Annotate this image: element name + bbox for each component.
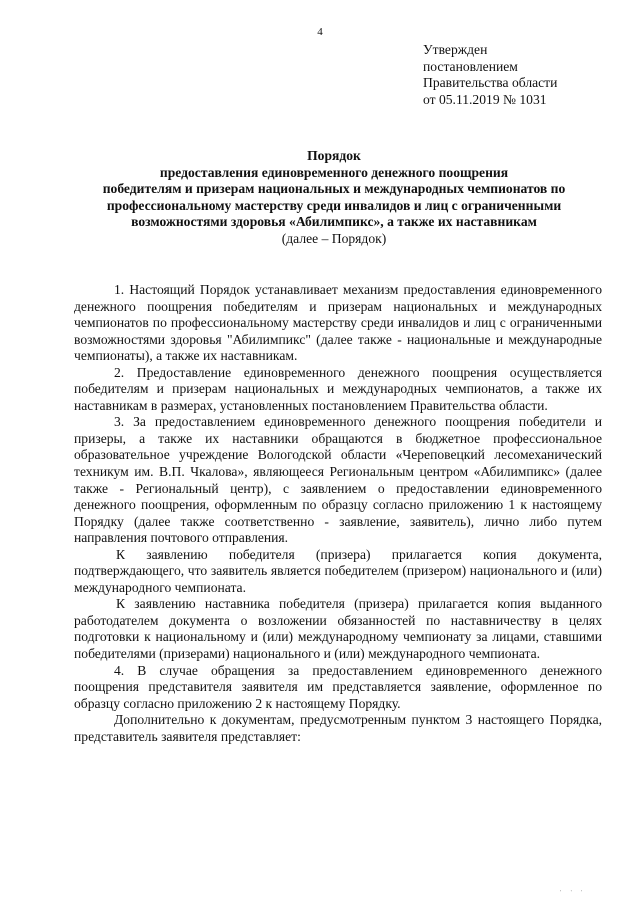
paragraph-3: 3. За предоставлением единовременного денежного поощрения победители и призеры, а также их наставники обращаются в бюджетное профессиональное образовательное учреждение Вологодской области «Череповецкий лесомеханический техникум им. В.П. Чкалова», являющееся Региональным центром «Абилимпикс» (далее также - Региональный центр), с заявлением о предоставлении единовременного денежного поощрения, оформленным по образцу согласно приложению 1 к настоящему Порядку (далее также соответственно - заявление, заявитель), лично либо путем направления почтового отправления. (74, 414, 602, 546)
title-line: возможностями здоровья «Абилимпикс», а также их наставникам (131, 214, 537, 229)
title-line: профессиональному мастерству среди инвалидов и лиц с ограниченными (106, 197, 562, 213)
approval-line: Правительства области (423, 75, 558, 90)
paragraph-4-additional: Дополнительно к документам, предусмотренным пунктом 3 настоящего Порядка, представитель заявителя представляет: (74, 712, 602, 744)
paragraph-3-mentor-docs: К заявлению наставника победителя (призера) прилагается копия выданного работодателем документа о возложении обязанностей по наставничеству в целях подготовки к национальному и (или) международному чемпионату за лицами, ставшими победителями (призерами) национального и (или) международного чемпионата. (74, 596, 602, 662)
paragraph-2: 2. Предоставление единовременного денежного поощрения осуществляется победителям и призерам национальных и международных чемпионатов, а также их наставникам в размерах, установленных постановлением Правительства области. (74, 364, 602, 413)
page-number: 4 (317, 26, 323, 38)
title-short-name: (далее – Порядок) (281, 230, 387, 246)
approval-line: от 05.11.2019 № 1031 (423, 91, 547, 107)
paragraph-3-winner-docs: К заявлению победителя (призера) прилагается копия документа, подтверждающего, что заявитель является победителем (призером) национального и (или) международного чемпионата. (74, 546, 602, 595)
paragraph-1: 1. Настоящий Порядок устанавливает механизм предоставления единовременного денежного поощрения победителям и призерам национальных и международных чемпионатов по профессиональному мастерству среди инвалидов и лиц с ограниченными возможностями здоровья "Абилимпикс" (далее также - национальные и международные чемпионаты), а также их наставникам. (74, 282, 602, 364)
title-line: предоставления единовременного денежного поощрения (159, 164, 509, 180)
paragraph-4: 4. В случае обращения за предоставлением единовременного денежного поощрения представителя заявителя им представляется заявление, оформленное по образцу согласно приложению 2 к настоящему Порядку. (74, 662, 602, 711)
document-body (74, 282, 602, 745)
title-heading: Порядок (307, 148, 361, 163)
approval-block (423, 42, 557, 108)
scan-marks: ' ' ' (560, 890, 587, 896)
approval-line: Утвержден (423, 42, 488, 57)
title-line: победителям и призерам национальных и международных чемпионатов по (102, 181, 566, 196)
approval-line: постановлением (423, 58, 518, 74)
document-title (60, 148, 608, 247)
